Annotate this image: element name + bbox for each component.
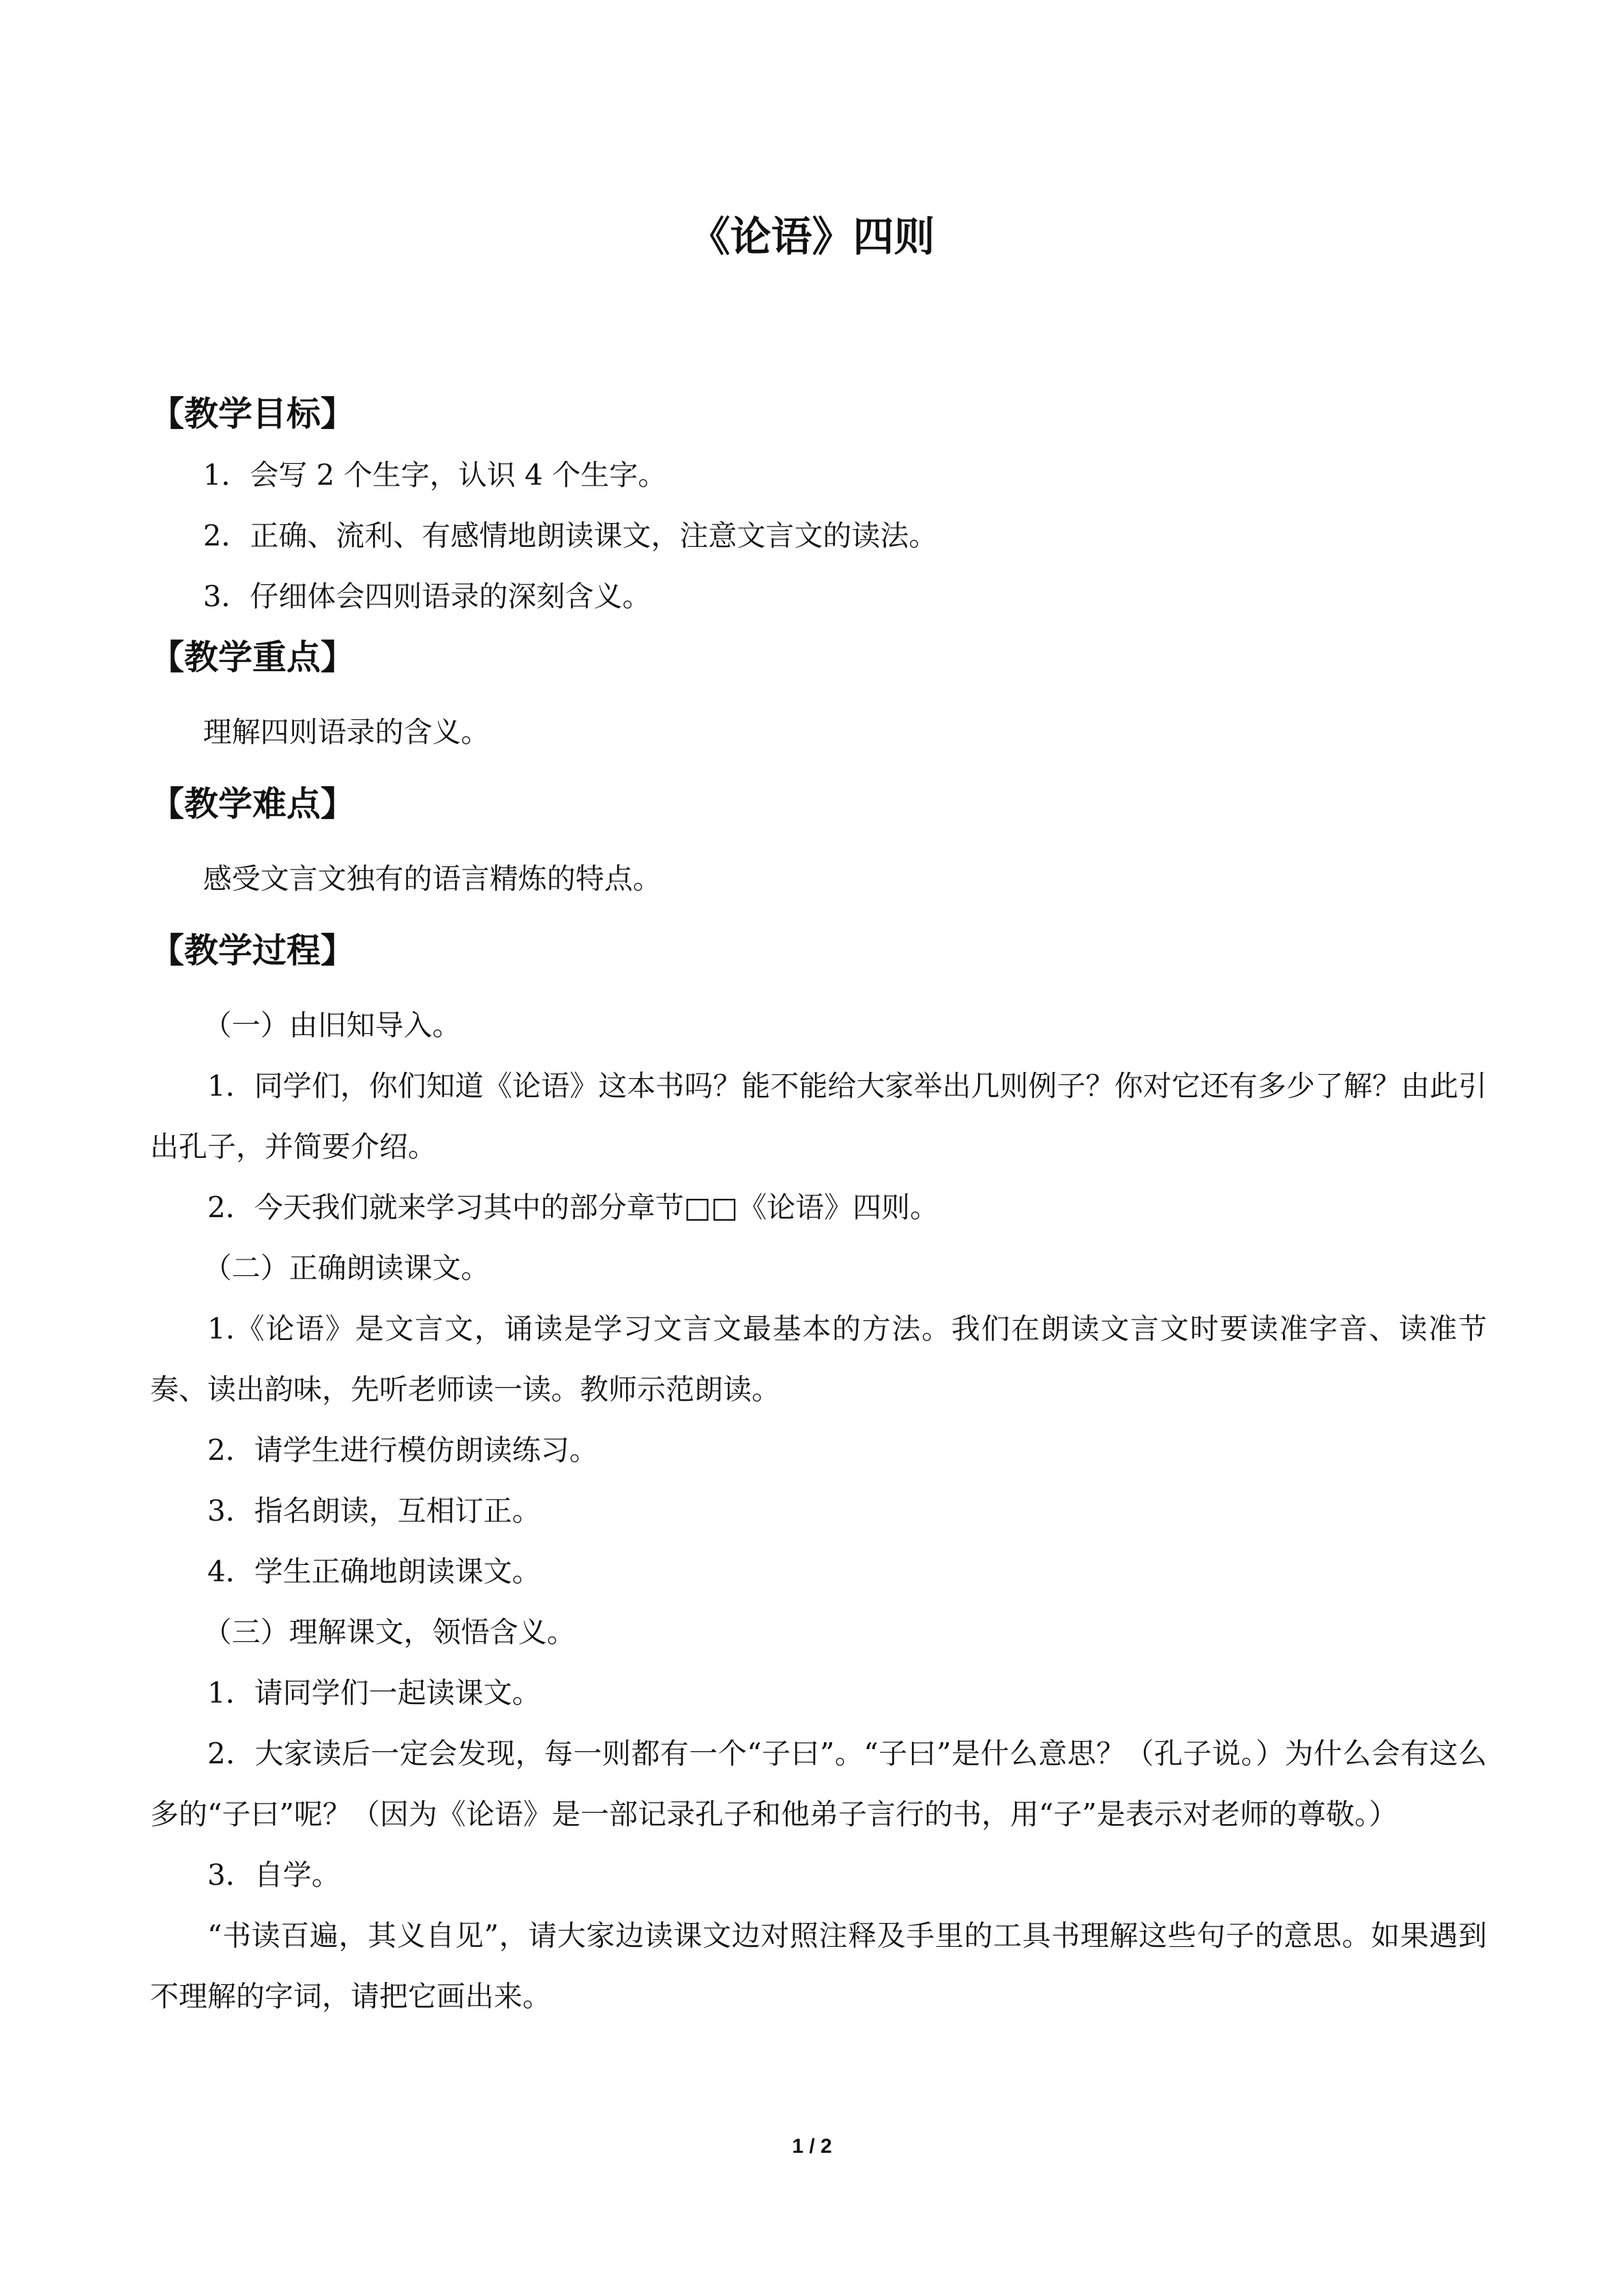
- process-paragraph: 3．指名朗读，互相订正。: [207, 1494, 541, 1527]
- goal-item: 1．会写 2 个生字，认识 4 个生字。: [203, 458, 667, 492]
- difficulty-text: 感受文言文独有的语言精炼的特点。: [203, 862, 662, 895]
- process-paragraph: “书读百遍，其义自见”，请大家边读课文边对照注释及手里的工具书理解这些句子的意思。如果遇到不理解的字词，请把它画出来。: [150, 1919, 1487, 2013]
- process-paragraph: 3．自学。: [207, 1858, 340, 1892]
- process-paragraph: 2．大家读后一定会发现，每一则都有一个“子曰”。“子曰”是什么意思？（孔子说。）为什么会有这么多的“子曰”呢？（因为《论语》是一部记录孔子和他弟子言行的书，用“子”是表示对老师的尊敬。）: [150, 1737, 1487, 1831]
- process-paragraph: （三）理解课文，领悟含义。: [203, 1615, 576, 1649]
- section-heading-difficulty: 【教学难点】: [150, 784, 355, 824]
- section-heading-process: 【教学过程】: [150, 931, 355, 970]
- page-number: 1 / 2: [792, 2135, 832, 2158]
- process-paragraph: 4．学生正确地朗读课文。: [207, 1555, 541, 1588]
- focus-text: 理解四则语录的含义。: [203, 715, 490, 749]
- document-body: [150, 383, 1487, 2027]
- goal-item: 3．仔细体会四则语录的深刻含义。: [203, 580, 651, 613]
- goal-item: 2．正确、流利、有感情地朗读课文，注意文言文的读法。: [203, 519, 938, 552]
- section-heading-goals: 【教学目标】: [150, 394, 355, 434]
- process-paragraph: 2．请学生进行模仿朗读练习。: [207, 1433, 598, 1467]
- process-paragraph: 1．请同学们一起读课文。: [207, 1676, 541, 1710]
- process-paragraph: （二）正确朗读课文。: [203, 1251, 490, 1285]
- process-paragraph: 2．今天我们就来学习其中的部分章节□□《论语》四则。: [207, 1191, 939, 1224]
- process-paragraph: （一）由旧知导入。: [203, 1009, 461, 1042]
- process-paragraph: 1．同学们，你们知道《论语》这本书吗？能不能给大家举出几则例子？你对它还有多少了解？由此引出孔子，并简要介绍。: [150, 1069, 1487, 1163]
- process-paragraph: 1.《论语》是文言文，诵读是学习文言文最基本的方法。我们在朗读文言文时要读准字音、读准节奏、读出韵味，先听老师读一读。教师示范朗读。: [150, 1312, 1487, 1406]
- document-title: 《论语》四则: [689, 213, 935, 261]
- section-heading-focus: 【教学重点】: [150, 638, 355, 677]
